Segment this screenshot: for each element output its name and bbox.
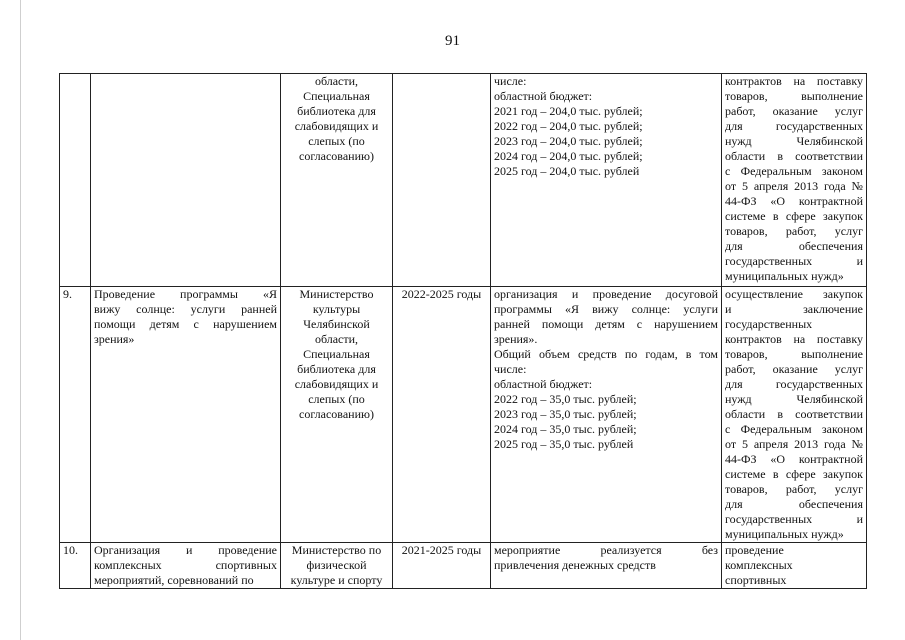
text-line: вижу солнце: услуги ранней [94, 302, 277, 316]
text-line: с Федеральным законом [725, 164, 863, 178]
text-line: спортивных [725, 573, 787, 587]
text-line: муниципальных нужд» [725, 527, 844, 541]
text-line: комплексных [725, 558, 793, 572]
text-line: нужд Челябинской [725, 392, 863, 406]
cell-period: 2022-2025 годы [393, 287, 491, 543]
table-row [60, 287, 867, 543]
text-line: комплексных спортивных [94, 558, 277, 572]
text-line: проведение [725, 543, 784, 557]
text-line: слепых (по [308, 134, 365, 148]
text-line: нужд Челябинской [725, 134, 863, 148]
text-line: 2023 год – 35,0 тыс. рублей; [494, 407, 637, 421]
text-line: мероприятий, соревнований по [94, 573, 254, 587]
text-line: 44-ФЗ «О контрактной [725, 452, 863, 466]
cell-executor [281, 543, 393, 589]
cell-result [722, 74, 867, 287]
text-line: от 5 апреля 2013 года № [725, 179, 863, 193]
text-line: физической [306, 558, 367, 572]
cell-result [722, 543, 867, 589]
text-line: Министерство [299, 287, 374, 301]
text-line: и заключение [725, 302, 863, 316]
text-line: слабовидящих и [294, 377, 379, 391]
text-line: областной бюджет: [494, 89, 593, 103]
text-line: библиотека для [297, 104, 376, 118]
text-line: товаров, выполнение [725, 89, 863, 103]
text-line: для обеспечения [725, 239, 863, 253]
text-line: помощи детям с нарушением [94, 317, 277, 331]
cell-executor [281, 287, 393, 543]
text-line: Общий объем средств по годам, в том [494, 347, 718, 361]
table-row [60, 543, 867, 589]
text-line: 2025 год – 35,0 тыс. рублей [494, 437, 634, 451]
text-line: государственных и [725, 512, 863, 526]
text-line: библиотека для [297, 362, 376, 376]
text-line: для государственных [725, 377, 863, 391]
text-line: 2024 год – 35,0 тыс. рублей; [494, 422, 637, 436]
text-line: ранней помощи детям с нарушением [494, 317, 718, 331]
text-line: Специальная [303, 347, 370, 361]
text-line: организация и проведение досуговой [494, 287, 718, 301]
text-line: 2021 год – 204,0 тыс. рублей; [494, 104, 643, 118]
text-line: 2023 год – 204,0 тыс. рублей; [494, 134, 643, 148]
text-line: Организация и проведение [94, 543, 277, 557]
text-line: контрактов на поставку [725, 332, 863, 346]
text-line: для государственных [725, 119, 863, 133]
text-line: системе в сфере закупок [725, 209, 863, 223]
text-line: 2024 год – 204,0 тыс. рублей; [494, 149, 643, 163]
text-line: привлечения денежных средств [494, 558, 656, 572]
text-line: Специальная [303, 89, 370, 103]
text-line: контрактов на поставку [725, 74, 863, 88]
text-line: слепых (по [308, 392, 365, 406]
cell-number: 9. [60, 287, 91, 543]
text-line: системе в сфере закупок [725, 467, 863, 481]
page-number: 91 [445, 33, 460, 49]
text-line: областной бюджет: [494, 377, 593, 391]
text-line: от 5 апреля 2013 года № [725, 437, 863, 451]
page-edge-line [20, 0, 21, 640]
cell-number: 10. [60, 543, 91, 589]
text-line: культуры [312, 302, 361, 316]
text-line: Челябинской [303, 317, 370, 331]
text-line: мероприятие реализуется без [494, 543, 718, 557]
text-line: работ, оказание услуг [725, 362, 863, 376]
cell-measure-name [91, 74, 281, 287]
text-line: товаров, работ, услуг [725, 482, 863, 496]
cell-content [491, 287, 722, 543]
text-line: 44-ФЗ «О контрактной [725, 194, 863, 208]
text-line: числе: [494, 74, 527, 88]
text-line: для обеспечения [725, 497, 863, 511]
measures-table [59, 73, 867, 589]
cell-measure-name [91, 543, 281, 589]
text-line: государственных [725, 317, 813, 331]
cell-period [393, 74, 491, 287]
cell-number [60, 74, 91, 287]
text-line: товаров, выполнение [725, 347, 863, 361]
text-line: культуре и спорту [290, 573, 383, 587]
text-line: области в соответствии [725, 149, 863, 163]
text-line: программы «Я вижу солнце: услуги [494, 302, 718, 316]
text-line: зрения». [494, 332, 538, 346]
text-line: области, [314, 74, 359, 88]
text-line: 2022 год – 35,0 тыс. рублей; [494, 392, 637, 406]
text-line: осуществление закупок [725, 287, 863, 301]
table-row [60, 74, 867, 287]
cell-result [722, 287, 867, 543]
text-line: 2025 год – 204,0 тыс. рублей [494, 164, 640, 178]
cell-content [491, 74, 722, 287]
cell-executor [281, 74, 393, 287]
text-line: работ, оказание услуг [725, 104, 863, 118]
cell-content [491, 543, 722, 589]
text-line: согласованию) [299, 149, 374, 163]
text-line: товаров, работ, услуг [725, 224, 863, 238]
text-line: числе: [494, 362, 527, 376]
text-line: слабовидящих и [294, 119, 379, 133]
text-line: Министерство по [291, 543, 382, 557]
text-line: с Федеральным законом [725, 422, 863, 436]
text-line: области, [314, 332, 359, 346]
text-line: Проведение программы «Я [94, 287, 277, 301]
text-line: муниципальных нужд» [725, 269, 844, 283]
text-line: области в соответствии [725, 407, 863, 421]
cell-measure-name [91, 287, 281, 543]
text-line: зрения» [94, 332, 135, 346]
cell-period: 2021-2025 годы [393, 543, 491, 589]
text-line: государственных и [725, 254, 863, 268]
text-line: 2022 год – 204,0 тыс. рублей; [494, 119, 643, 133]
text-line: согласованию) [299, 407, 374, 421]
